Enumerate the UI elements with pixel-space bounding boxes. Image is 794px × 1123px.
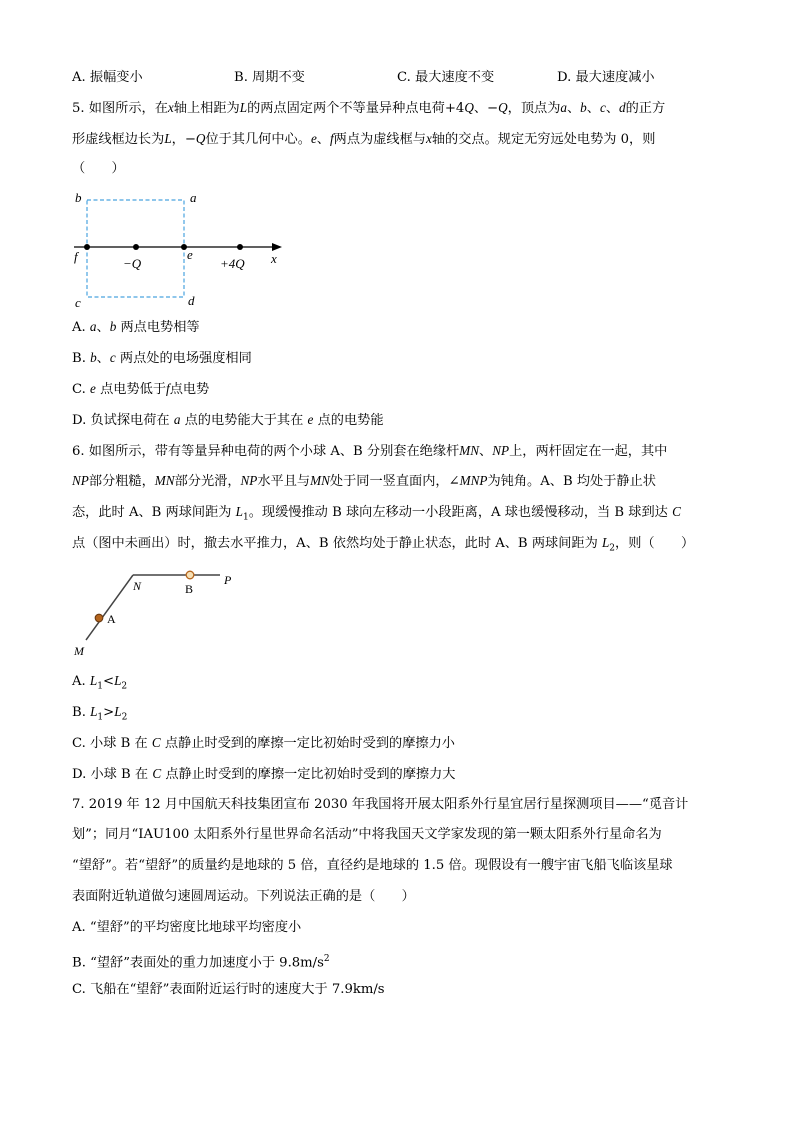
q5-point-pos-4q bbox=[237, 244, 243, 250]
q5-option-b: B. b、c 两点处的电场强度相同 bbox=[72, 350, 252, 366]
q7-stem-line-2: 划”；同月“IAU100 太阳系外行星世界命名活动”中将我国天文学家发现的第一颗太阳系外行星命名为 bbox=[72, 827, 662, 842]
q7-option-a: A. “望舒”的平均密度比地球平均密度小 bbox=[72, 920, 302, 935]
q7-option-b: B. “望舒”表面处的重力加速度小于 $9.8m/s^2$ bbox=[72, 954, 330, 971]
q5-option-a: A. a、b 两点电势相等 bbox=[72, 319, 200, 335]
q5-figure bbox=[66, 185, 292, 310]
q6-ball-a bbox=[95, 614, 103, 622]
q7-stem-line-3: “望舒”。若“望舒”的质量约是地球的 5 倍，直径约是地球的 1.5 倍。现假设有一艘宇宙飞船飞临该星球 bbox=[72, 858, 673, 873]
q5-label-e: e bbox=[187, 247, 193, 262]
q6-figure bbox=[70, 562, 250, 662]
q5-label-d: d bbox=[188, 293, 195, 308]
q6-option-c: C. 小球 B 在 C 点静止时受到的摩擦一定比初始时受到的摩擦力小 bbox=[72, 735, 455, 751]
q5-label-pos-4q: +4Q bbox=[220, 256, 245, 271]
q7-stem-line-1: 7. 2019 年 12 月中国航天科技集团宣布 2030 年我国将开展太阳系外行星宜居行星探测项目——“觅音计 bbox=[72, 797, 689, 812]
q5-label-neg-q: −Q bbox=[123, 256, 142, 271]
q5-label-f: f bbox=[74, 249, 78, 264]
q4-option-d: D. 最大速度减小 bbox=[557, 70, 655, 85]
q4-option-a: A. 振幅变小 bbox=[72, 70, 143, 85]
q6-label-p: P bbox=[224, 573, 232, 587]
q4-option-c: C. 最大速度不变 bbox=[397, 70, 495, 85]
q6-stem-line-1: 6. 如图所示，带有等量异种电荷的两个小球 A、B 分别套在绝缘杆MN、NP上，两杆固定在一起，其中 bbox=[72, 443, 668, 459]
q6-label-n: N bbox=[133, 579, 142, 593]
q6-label-a: A bbox=[107, 612, 116, 626]
q5-answer-paren: （ ） bbox=[72, 161, 125, 176]
q6-stem-line-4: 点（图中未画出）时，撤去水平推力，A、B 依然均处于静止状态，此时 A、B 两球间距为 $L_2$，则（ ） bbox=[72, 535, 695, 554]
q6-label-m: M bbox=[74, 644, 84, 658]
q7-stem-line-4: 表面附近轨道做匀速圆周运动。下列说法正确的是（ ） bbox=[72, 889, 415, 904]
q6-ball-b bbox=[186, 571, 194, 579]
q5-label-x: x bbox=[271, 251, 277, 266]
q6-option-a: A. $L_1<L_2$ bbox=[72, 673, 128, 692]
q4-option-b: B. 周期不变 bbox=[234, 70, 305, 85]
q5-option-c: C. e 点电势低于f点电势 bbox=[72, 381, 210, 397]
q5-label-b: b bbox=[75, 190, 82, 205]
q7-option-c: C. 飞船在“望舒”表面附近运行时的速度大于 7.9km/s bbox=[72, 982, 385, 997]
q5-label-c: c bbox=[75, 295, 81, 310]
q5-point-f bbox=[84, 244, 90, 250]
q5-option-d: D. 负试探电荷在 a 点的电势能大于其在 e 点的电势能 bbox=[72, 412, 384, 428]
q6-option-b: B. $L_1>L_2$ bbox=[72, 704, 128, 723]
q5-stem-line-1: 5. 如图所示，在x轴上相距为L的两点固定两个不等量异种点电荷+4Q、−Q，顶点为a、b、c、d的正方 bbox=[72, 100, 666, 116]
q5-point-neg-q bbox=[133, 244, 139, 250]
q6-option-d: D. 小球 B 在 C 点静止时受到的摩擦一定比初始时受到的摩擦力大 bbox=[72, 766, 456, 782]
q6-stem-line-2: NP部分粗糙，MN部分光滑，NP水平且与MN处于同一竖直面内，∠MNP为钝角。A、B 均处于静止状 bbox=[72, 473, 656, 489]
q5-stem-line-2: 形虚线框边长为L，−Q位于其几何中心。e、f两点为虚线框与x轴的交点。规定无穷远处电势为 0，则 bbox=[72, 131, 656, 147]
q5-label-a: a bbox=[190, 190, 197, 205]
q6-stem-line-3: 态，此时 A、B 两球间距为 $L_1$。现缓慢推动 B 球向左移动一小段距离，A 球也缓慢移动，当 B 球到达 C bbox=[72, 504, 681, 523]
q5-x-axis-arrow bbox=[272, 243, 282, 251]
q6-label-b: B bbox=[185, 582, 194, 596]
q6-rod-mn bbox=[86, 575, 133, 640]
